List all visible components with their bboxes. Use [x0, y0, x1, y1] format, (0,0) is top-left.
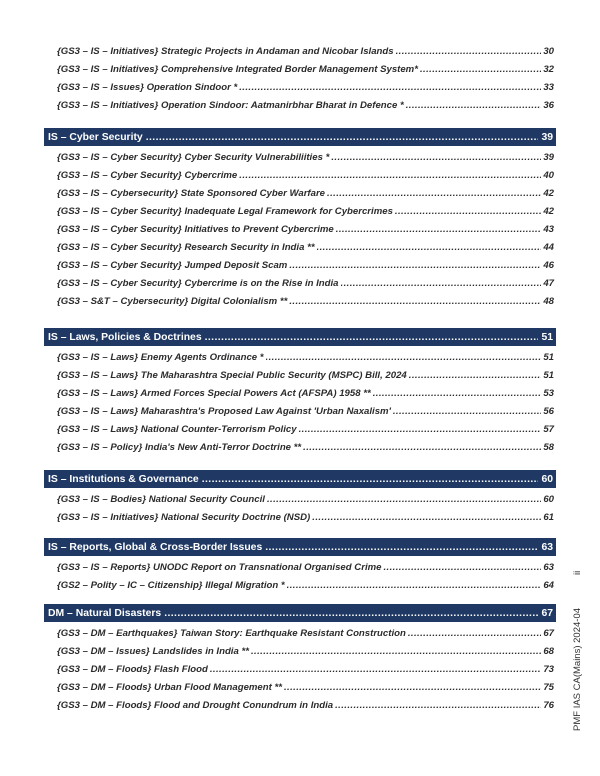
- dot-leader: [299, 424, 542, 435]
- dot-leader: [205, 332, 539, 343]
- dot-leader: [336, 224, 542, 235]
- page-reference: 40: [543, 170, 554, 181]
- page-reference: 61: [543, 512, 554, 523]
- toc-entry[interactable]: [57, 646, 554, 662]
- section-title: IS – Reports, Global & Cross-Border Issues: [48, 541, 263, 553]
- toc-entry[interactable]: [57, 188, 554, 204]
- dot-leader: [373, 388, 542, 399]
- entry-title: {GS3 – DM – Issues} Landslides in India **: [57, 646, 249, 657]
- page-reference: 76: [543, 700, 554, 711]
- entry-title: {GS3 – IS – Cyber Security} Cybercrime is on the Rise in India: [57, 278, 339, 289]
- entry-title: {GS3 – DM – Earthquakes} Taiwan Story: Earthquake Resistant Construction: [57, 628, 406, 639]
- section-title: IS – Institutions & Governance: [48, 473, 199, 485]
- dot-leader: [383, 562, 541, 573]
- page-reference: 67: [541, 607, 553, 619]
- page-reference: 73: [543, 664, 554, 675]
- page-reference: 60: [543, 494, 554, 505]
- toc-entry[interactable]: [57, 442, 554, 458]
- dot-leader: [289, 260, 541, 271]
- toc-entry[interactable]: [57, 424, 554, 440]
- toc-entry[interactable]: [57, 170, 554, 186]
- dot-leader: [265, 542, 538, 553]
- toc-section-heading[interactable]: [44, 470, 556, 488]
- entry-title: {GS3 – IS – Initiatives} Comprehensive Integrated Border Management System*: [57, 64, 418, 75]
- toc-entry[interactable]: [57, 562, 554, 578]
- entry-title: {GS3 – IS – Cyber Security} Inadequate Legal Framework for Cybercrimes: [57, 206, 393, 217]
- page-reference: 53: [543, 388, 554, 399]
- page-reference: 51: [541, 331, 553, 343]
- dot-leader: [396, 46, 542, 57]
- entry-title: {GS3 – IS – Cybersecurity} State Sponsored Cyber Warfare: [57, 188, 326, 199]
- toc-section-heading[interactable]: [44, 604, 556, 622]
- dot-leader: [289, 296, 541, 307]
- dot-leader: [164, 608, 538, 619]
- toc-entry[interactable]: [57, 82, 554, 98]
- entry-title: {GS3 – IS – Initiatives} Strategic Projects in Andaman and Nicobar Islands: [57, 46, 394, 57]
- dot-leader: [406, 100, 542, 111]
- entry-title: {GS3 – IS – Laws} National Counter-Terrorism Policy: [57, 424, 297, 435]
- page-reference: 48: [543, 296, 554, 307]
- dot-leader: [341, 278, 542, 289]
- toc-entry[interactable]: [57, 512, 554, 528]
- toc-entry[interactable]: [57, 494, 554, 510]
- entry-title: {GS3 – IS – Policy} India's New Anti-Terror Doctrine **: [57, 442, 302, 453]
- page-reference: 63: [543, 562, 554, 573]
- entry-title: {GS3 – DM – Floods} Flash Flood: [57, 664, 208, 675]
- toc-entry[interactable]: [57, 700, 554, 716]
- toc-entry[interactable]: [57, 242, 554, 258]
- toc-entry[interactable]: [57, 682, 554, 698]
- toc-entry[interactable]: [57, 580, 554, 596]
- dot-leader: [409, 370, 542, 381]
- entry-title: {GS3 – IS – Laws} The Maharashtra Special Public Security (MSPC) Bill, 2024: [57, 370, 407, 381]
- page-reference: 68: [543, 646, 554, 657]
- toc-entry[interactable]: [57, 100, 554, 116]
- page-reference: 75: [543, 682, 554, 693]
- entry-title: {GS3 – IS – Cyber Security} Research Security in India **: [57, 242, 315, 253]
- dot-leader: [335, 700, 541, 711]
- toc-entry[interactable]: [57, 278, 554, 294]
- page-reference: 63: [541, 541, 553, 553]
- toc-entry[interactable]: [57, 628, 554, 644]
- entry-title: {GS2 – Polity – IC – Citizenship} Illegal Migration *: [57, 580, 285, 591]
- dot-leader: [420, 64, 541, 75]
- page-reference: 39: [543, 152, 554, 163]
- entry-title: {GS3 – IS – Bodies} National Security Council: [57, 494, 265, 505]
- page-reference: 36: [543, 100, 554, 111]
- dot-leader: [393, 406, 541, 417]
- page-reference: 51: [543, 352, 554, 363]
- dot-leader: [267, 494, 541, 505]
- dot-leader: [146, 132, 539, 143]
- dot-leader: [287, 580, 542, 591]
- entry-title: {GS3 – IS – Issues} Operation Sindoor *: [57, 82, 238, 93]
- entry-title: {GS3 – DM – Floods} Urban Flood Management **: [57, 682, 282, 693]
- toc-section-heading[interactable]: [44, 128, 556, 146]
- toc-entry[interactable]: [57, 46, 554, 62]
- dot-leader: [284, 682, 541, 693]
- toc-entry[interactable]: [57, 370, 554, 386]
- entry-title: {GS3 – IS – Laws} Armed Forces Special Powers Act (AFSPA) 1958 **: [57, 388, 371, 399]
- page-reference: 42: [543, 206, 554, 217]
- page-reference: 46: [543, 260, 554, 271]
- section-title: DM – Natural Disasters: [48, 607, 162, 619]
- entry-title: {GS3 – IS – Initiatives} National Security Doctrine (NSD): [57, 512, 311, 523]
- toc-entry[interactable]: [57, 260, 554, 276]
- dot-leader: [408, 628, 541, 639]
- dot-leader: [303, 442, 541, 453]
- toc-section-heading[interactable]: [44, 328, 556, 346]
- page-reference: 42: [543, 188, 554, 199]
- entry-title: {GS3 – IS – Laws} Enemy Agents Ordinance *: [57, 352, 264, 363]
- toc-entry[interactable]: [57, 352, 554, 368]
- entry-title: {GS3 – DM – Floods} Flood and Drought Conundrum in India: [57, 700, 334, 711]
- toc-entry[interactable]: [57, 152, 554, 168]
- entry-title: {GS3 – IS – Laws} Maharashtra's Proposed Law Against 'Urban Naxalism': [57, 406, 391, 417]
- entry-title: {GS3 – IS – Cyber Security} Cyber Security Vulnerabiliities *: [57, 152, 330, 163]
- page-reference: 32: [543, 64, 554, 75]
- dot-leader: [266, 352, 542, 363]
- page-reference: 51: [543, 370, 554, 381]
- page-reference: 58: [543, 442, 554, 453]
- side-footer-text: PMF IAS CA(Mains) 2024-04: [572, 607, 583, 731]
- section-title: IS – Laws, Policies & Doctrines: [48, 331, 202, 343]
- toc-entry[interactable]: [57, 206, 554, 222]
- page-reference: 47: [543, 278, 554, 289]
- page-number: ii: [572, 570, 583, 575]
- entry-title: {GS3 – IS – Cyber Security} Initiatives to Prevent Cybercrime: [57, 224, 334, 235]
- toc-entry[interactable]: [57, 296, 554, 312]
- page-reference: 67: [543, 628, 554, 639]
- dot-leader: [251, 646, 541, 657]
- entry-title: {GS3 – IS – Cyber Security} Cybercrime: [57, 170, 238, 181]
- page-reference: 33: [543, 82, 554, 93]
- toc-entry[interactable]: [57, 388, 554, 404]
- page-reference: 39: [541, 131, 553, 143]
- page-reference: 43: [543, 224, 554, 235]
- dot-leader: [239, 170, 541, 181]
- toc-entry[interactable]: [57, 406, 554, 422]
- page-reference: 57: [543, 424, 554, 435]
- page-reference: 30: [543, 46, 554, 57]
- toc-entry[interactable]: [57, 224, 554, 240]
- dot-leader: [202, 474, 539, 485]
- dot-leader: [239, 82, 541, 93]
- page-reference: 64: [543, 580, 554, 591]
- entry-title: {GS3 – IS – Cyber Security} Jumped Deposit Scam: [57, 260, 288, 271]
- dot-leader: [331, 152, 541, 163]
- page-reference: 44: [543, 242, 554, 253]
- toc-section-heading[interactable]: [44, 538, 556, 556]
- page-reference: 60: [541, 473, 553, 485]
- toc-entry[interactable]: [57, 664, 554, 680]
- page-reference: 56: [543, 406, 554, 417]
- entry-title: {GS3 – S&T – Cybersecurity} Digital Colonialism **: [57, 296, 288, 307]
- entry-title: {GS3 – IS – Reports} UNODC Report on Transnational Organised Crime: [57, 562, 382, 573]
- dot-leader: [317, 242, 542, 253]
- toc-entry[interactable]: [57, 64, 554, 80]
- dot-leader: [327, 188, 541, 199]
- entry-title: {GS3 – IS – Initiatives} Operation Sindoor: Aatmanirbhar Bharat in Defence *: [57, 100, 404, 111]
- dot-leader: [312, 512, 541, 523]
- dot-leader: [395, 206, 541, 217]
- section-title: IS – Cyber Security: [48, 131, 143, 143]
- dot-leader: [210, 664, 541, 675]
